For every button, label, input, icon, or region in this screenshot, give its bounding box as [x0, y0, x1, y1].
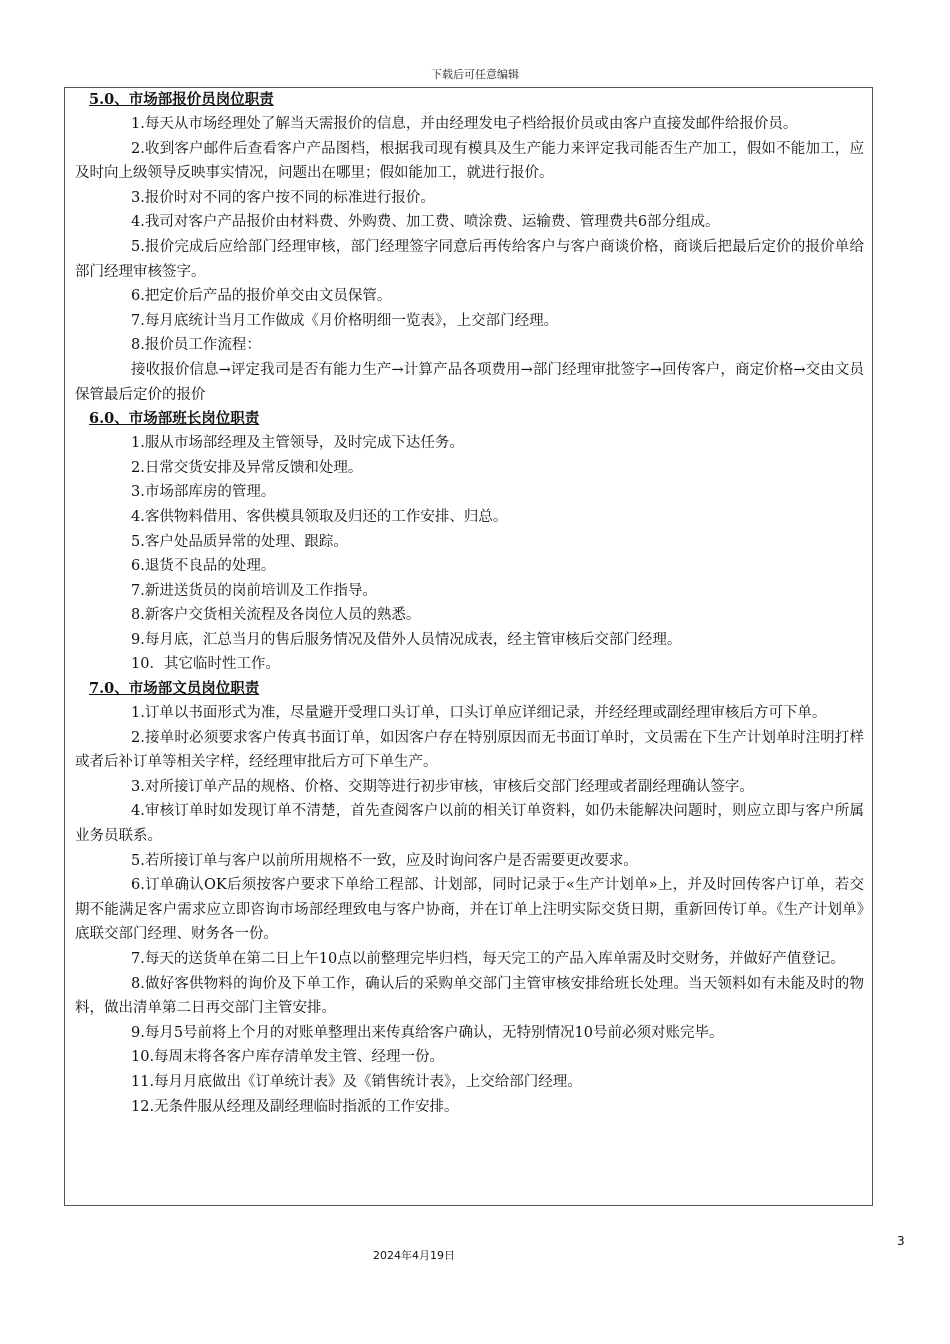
paragraph: 4.审核订单时如发现订单不清楚，首先查阅客户以前的相关订单资料，如仍未能解决问题时，则应立即与客户所属业务员联系。	[75, 803, 864, 845]
paragraph: 6.订单确认OK后须按客户要求下单给工程部、计划部，同时记录于«生产计划单»上，并及时回传客户订单，若交期不能满足客户需求应立即咨询市场部经理致电与客户协商，并在订单上注明实际交货日期，重新回传订单。《生产计划单》底联交部门经理、财务各一份。	[75, 877, 864, 943]
paragraph: 7.每天的送货单在第二日上午10点以前整理完毕归档，每天完工的产品入库单需及时交财务，并做好产值登记。	[131, 951, 845, 967]
paragraph-flow: 接收报价信息→评定我司是否有能力生产→计算产品各项费用→部门经理审批签字→回传客户，商定价格→交由文员保管最后定价的报价	[75, 361, 864, 403]
paragraph: 3.对所接订单产品的规格、价格、交期等进行初步审核，审核后交部门经理或者副经理确认签字。	[131, 778, 754, 795]
paragraph: 3.市场部库房的管理。	[131, 484, 276, 501]
paragraph: 9.每月底，汇总当月的售后服务情况及借外人员情况成表，经主管审核后交部门经理。	[131, 631, 682, 648]
paragraph: 12.无条件服从经理及副经理临时指派的工作安排。	[131, 1098, 459, 1115]
document-frame	[64, 87, 873, 1206]
paragraph: 2.收到客户邮件后查看客户产品图档，根据我司现有模具及生产能力来评定我司能否生产加工，假如不能加工，应及时向上级领导反映事实情况，问题出在哪里；假如能加工，就进行报价。	[75, 140, 864, 182]
paragraph: 6.把定价后产品的报价单交由文员保管。	[131, 288, 392, 305]
paragraph: 4.客供物料借用、客供模具领取及归还的工作安排、归总。	[131, 508, 508, 525]
paragraph: 5.报价完成后应给部门经理审核，部门经理签字同意后再传给客户与客户商谈价格，商谈后把最后定价的报价单给部门经理审核签字。	[75, 238, 864, 280]
header-note: 下载后可任意编辑	[431, 68, 519, 81]
page-number: 3	[897, 1234, 905, 1248]
paragraph: 2.接单时必须要求客户传真书面订单，如因客户存在特别原因而无书面订单时，文员需在下生产计划单时注明打样或者后补订单等相关字样，经经理审批后方可下单生产。	[75, 729, 864, 771]
section-title: 5.0、市场部报价员岗位职责	[89, 91, 274, 108]
paragraph: 7.新进送货员的岗前培训及工作指导。	[131, 582, 377, 599]
paragraph: 4.我司对客户产品报价由材料费、外购费、加工费、喷涂费、运输费、管理费共6部分组成。	[131, 214, 720, 231]
footer-date: 2024年4月19日	[373, 1249, 455, 1262]
section-title: 6.0、市场部班长岗位职责	[89, 410, 260, 428]
paragraph: 6.退货不良品的处理。	[131, 558, 276, 575]
paragraph: 9.每月5号前将上个月的对账单整理出来传真给客户确认，无特别情况10号前必须对账完毕。	[131, 1024, 724, 1041]
paragraph: 5.客户处品质异常的处理、跟踪。	[131, 533, 348, 550]
paragraph: 1.服从市场部经理及主管领导，及时完成下达任务。	[131, 435, 464, 452]
paragraph: 8.新客户交货相关流程及各岗位人员的熟悉。	[131, 607, 421, 624]
paragraph: 5.若所接订单与客户以前所用规格不一致，应及时询问客户是否需要更改要求。	[131, 852, 638, 869]
paragraph: 11.每月月底做出《订单统计表》及《销售统计表》，上交给部门经理。	[131, 1073, 582, 1090]
paragraph: 10.每周末将各客户库存清单发主管、经理一份。	[131, 1049, 445, 1066]
paragraph: 8.做好客供物料的询价及下单工作，确认后的采购单交部门主管审核安排给班长处理。当天领料如有未能及时的物料，做出清单第二日再交部门主管安排。	[75, 975, 864, 1017]
paragraph: 10．其它临时性工作。	[131, 656, 280, 673]
paragraph: 1.订单以书面形式为准，尽量避开受理口头订单，口头订单应详细记录，并经经理或副经理审核后方可下单。	[131, 705, 827, 722]
paragraph: 1.每天从市场经理处了解当天需报价的信息，并由经理发电子档给报价员或由客户直接发邮件给报价员。	[131, 116, 798, 132]
paragraph: 3.报价时对不同的客户按不同的标准进行报价。	[131, 189, 435, 206]
paragraph: 2.日常交货安排及异常反馈和处理。	[131, 459, 363, 476]
section-title: 7.0、市场部文员岗位职责	[89, 680, 260, 698]
paragraph: 7.每月底统计当月工作做成《月价格明细一览表》，上交部门经理。	[131, 312, 559, 329]
paragraph: 8.报价员工作流程：	[131, 337, 261, 354]
